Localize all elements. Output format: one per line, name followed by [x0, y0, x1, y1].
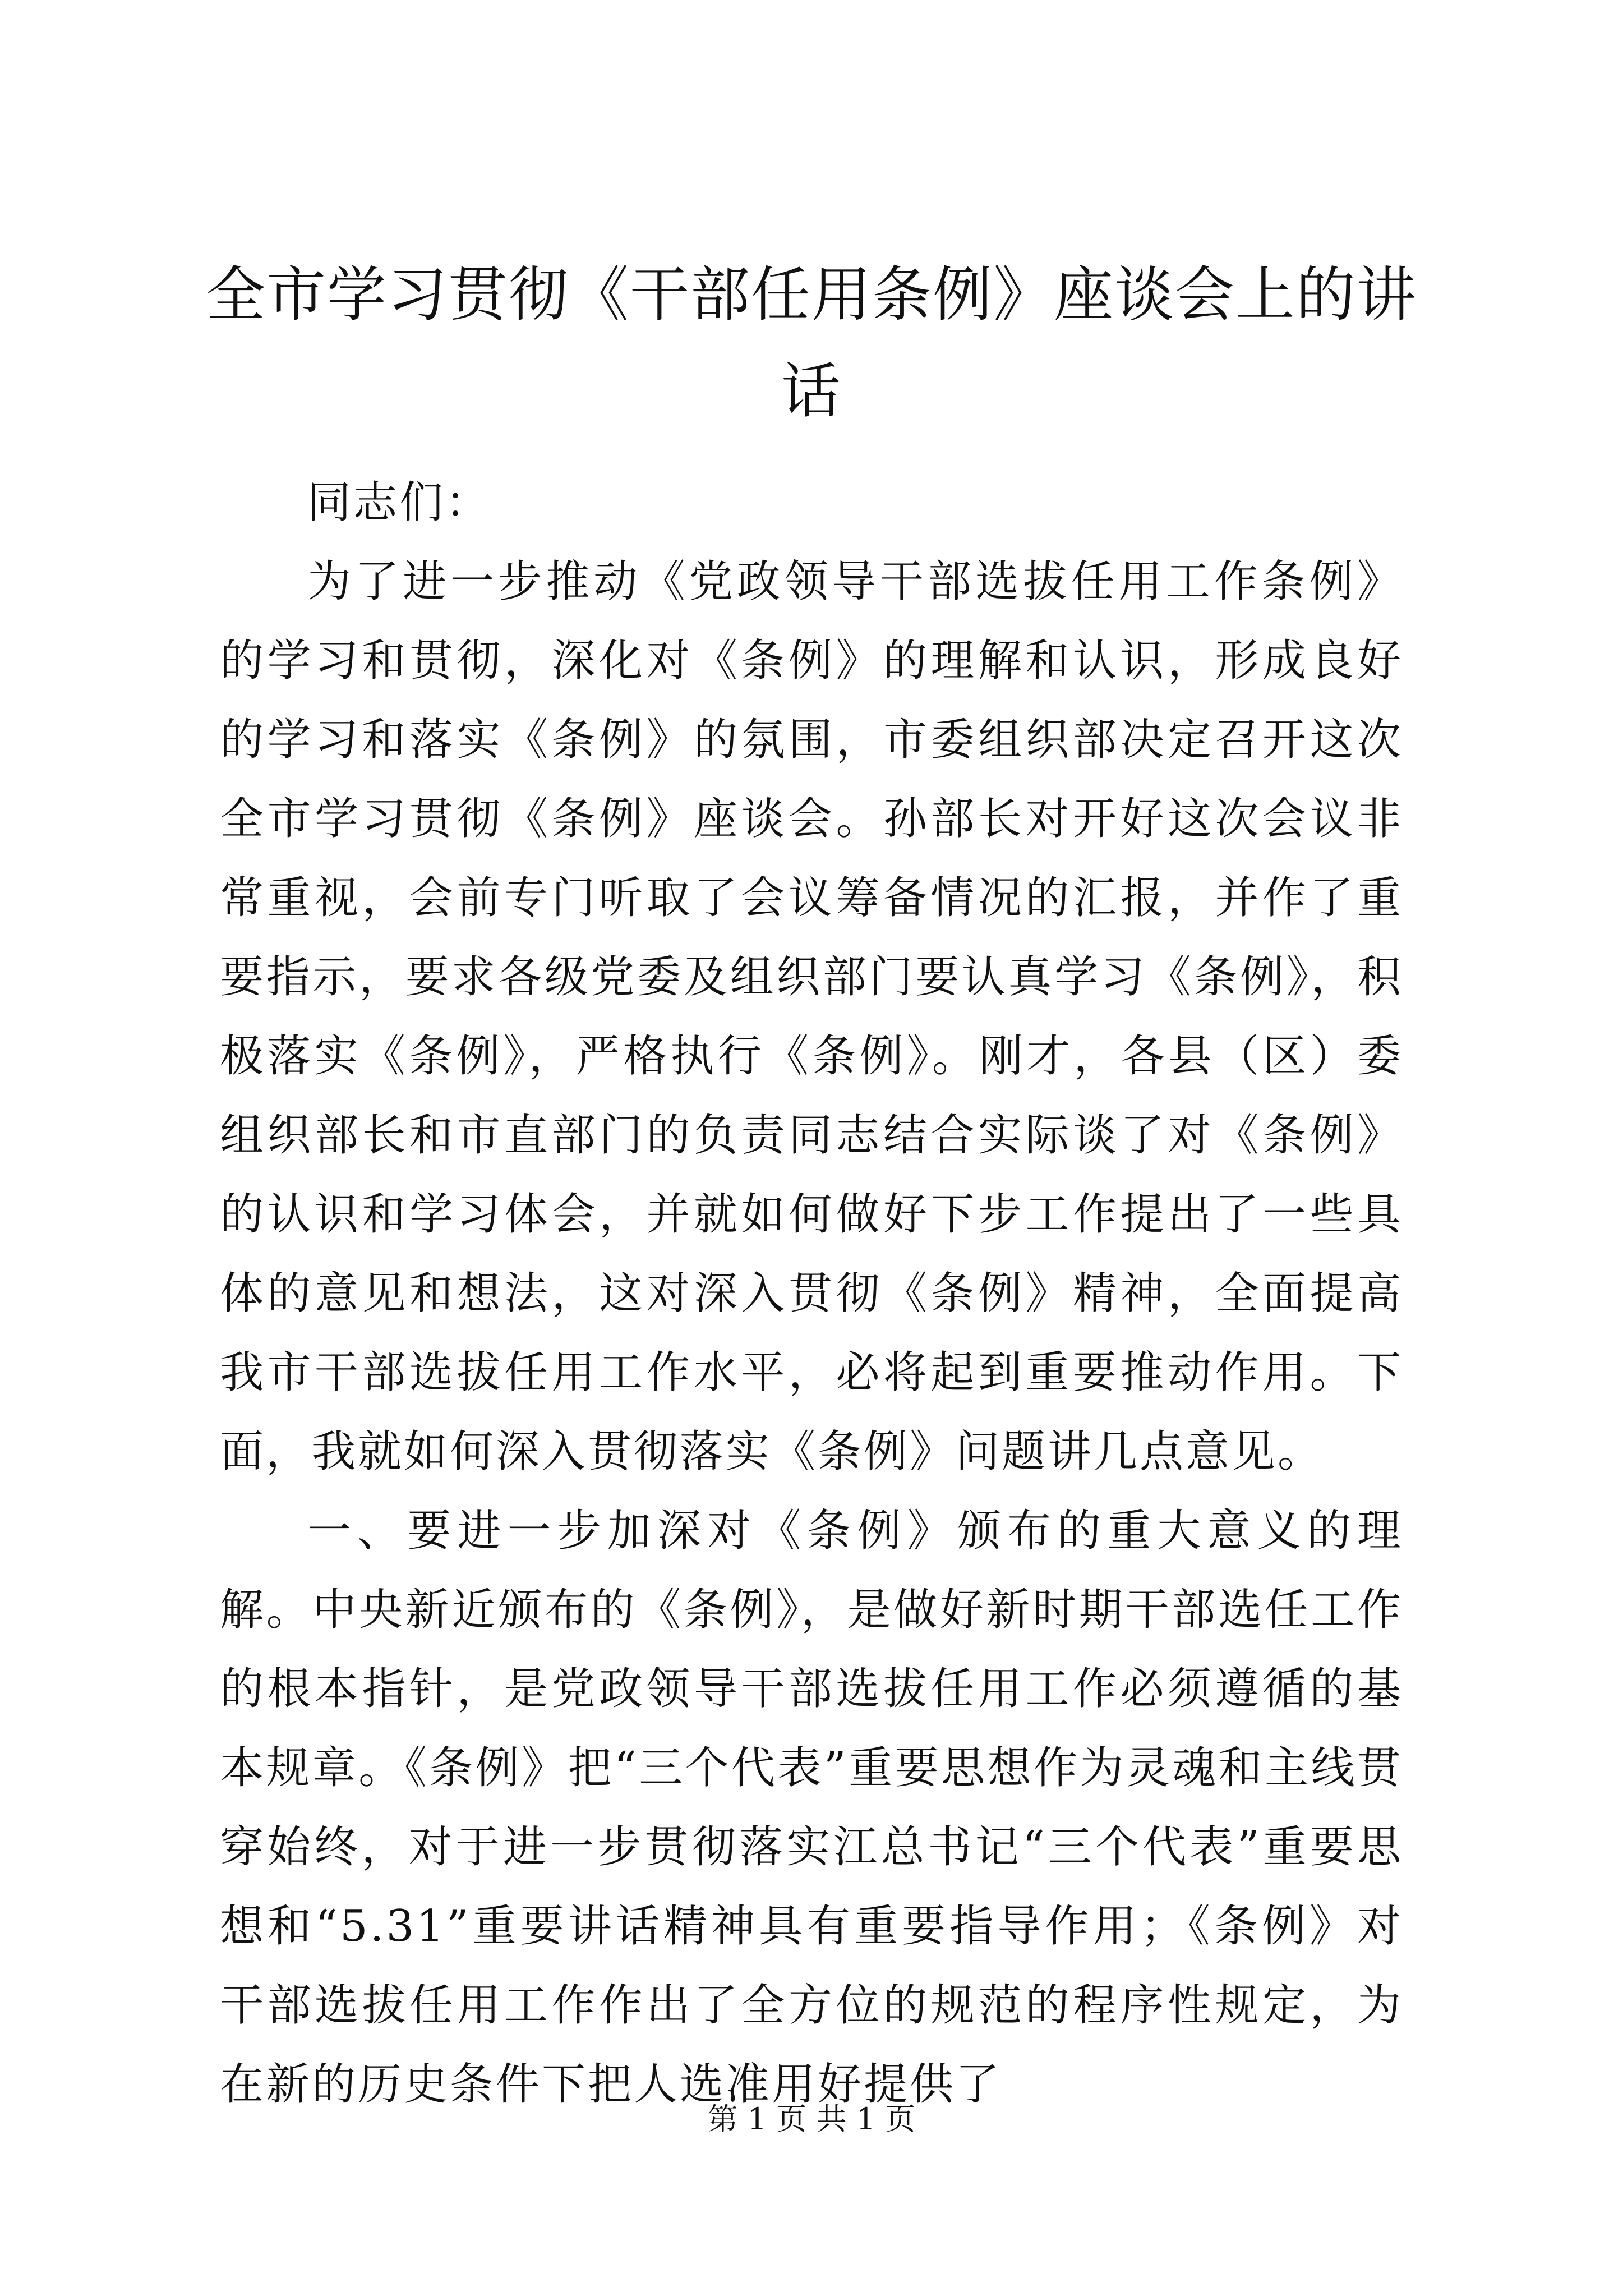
- page-footer: 第 1 页 共 1 页: [707, 2101, 916, 2137]
- section-one-paragraph: 一、要进一步加深对《条例》颁布的重大意义的理解。中央新近颁布的《条例》，是做好新时期干部选任工作的根本指针，是党政领导干部选拔任用工作必须遵循的基本规章。《条例》把“三个代表”重要思想作为灵魂和主线贯穿始终，对于进一步贯彻落实江总书记“三个代表”重要思想和“5.31”重要讲话精神具有重要指导作用；《条例》对干部选拔任用工作作出了全方位的规范的程序性规定，为在新的历史条件下把人选准用好提供了: [220, 1506, 1403, 2110]
- salutation-paragraph: 同志们：: [307, 477, 492, 528]
- document-body: [220, 463, 1403, 2124]
- intro-paragraph: 为了进一步推动《党政领导干部选拔任用工作条例》的学习和贯彻，深化对《条例》的理解和认识，形成良好的学习和落实《条例》的氛围，市委组织部决定召开这次全市学习贯彻《条例》座谈会。孙部长对开好这次会议非常重视，会前专门听取了会议筹备情况的汇报，并作了重要指示，要求各级党委及组织部门要认真学习《条例》，积极落实《条例》，严格执行《条例》。刚才，各县（区）委组织部长和市直部门的负责同志结合实际谈了对《条例》的认识和学习体会，并就如何做好下步工作提出了一些具体的意见和想法，这对深入贯彻《条例》精神，全面提高我市干部选拔任用工作水平，必将起到重要推动作用。下面，我就如何深入贯彻落实《条例》问题讲几点意见。: [220, 556, 1403, 1477]
- document-title: 全市学习贯彻《干部任用条例》座谈会上的讲话: [206, 260, 1417, 426]
